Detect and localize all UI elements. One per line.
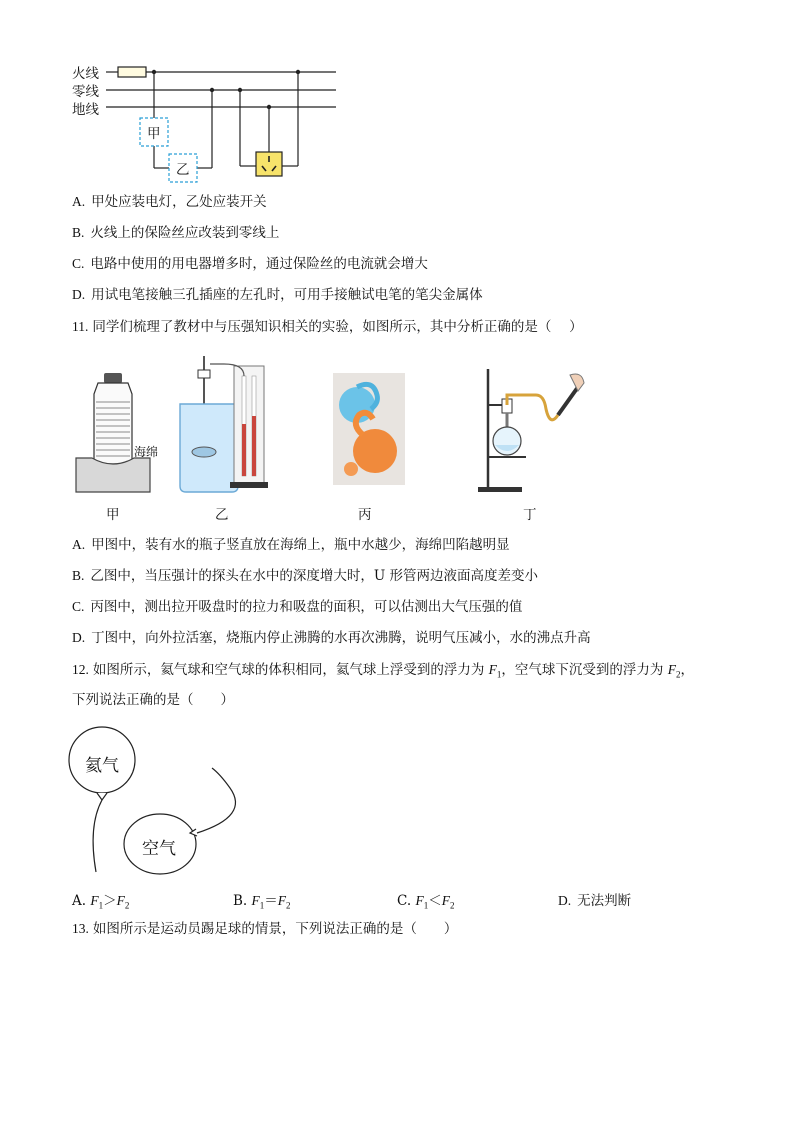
q12-choice-b: B. $F_1=F_2$ [233, 893, 291, 911]
box-b-label: 乙 [176, 162, 190, 178]
q10-option-d: D. 用试电笔接触三孔插座的左孔时，可用手接触试电笔的笔尖金属体 [72, 287, 483, 303]
caption-b: 乙 [215, 507, 229, 523]
q12-choice-d: D. 无法判断 [558, 893, 632, 909]
q10-option-b: B. 火线上的保险丝应改装到零线上 [72, 225, 280, 241]
figure-bottle-sponge [74, 370, 154, 494]
q11-option-b: B. 乙图中，当压强计的探头在水中的深度增大时，U 形管两边液面高度差变小 [72, 568, 539, 584]
q11-stem: 11. 同学们梳理了教材中与压强知识相关的实验，如图所示，其中分析正确的是（ ） [72, 319, 583, 335]
figure-suction-cups [333, 373, 405, 485]
q10-option-c: C. 电路中使用的用电器增多时，通过保险丝的电流就会增大 [72, 256, 428, 272]
figure-flask-syringe [474, 365, 588, 495]
socket-icon [256, 152, 282, 176]
caption-c: 丙 [358, 507, 372, 523]
q11-option-d: D. 丁图中，向外拉活塞，烧瓶内停止沸腾的水再次沸腾，说明气压减小，水的沸点升高 [72, 630, 591, 646]
label-ground-wire: 地线 [72, 102, 99, 118]
fuse-icon [118, 67, 146, 77]
q13-stem: 13. 如图所示是运动员踢足球的情景，下列说法正确的是（ ） [72, 921, 458, 937]
caption-d: 丁 [523, 507, 537, 523]
sponge-label: 海绵 [134, 445, 159, 459]
q12-choice-a: A. $F_1>F_2$ [72, 893, 130, 911]
q11-option-c: C. 丙图中，测出拉开吸盘时的拉力和吸盘的面积，可以估测出大气压强的值 [72, 599, 523, 615]
q10-option-a: A. 甲处应装电灯，乙处应装开关 [72, 194, 267, 210]
q12-stem-line2: 下列说法正确的是（ ） [72, 692, 234, 708]
box-a-label: 甲 [147, 126, 161, 142]
label-live-wire: 火线 [72, 66, 99, 82]
q11-option-a: A. 甲图中，装有水的瓶子竖直放在海绵上，瓶中水越少，海绵凹陷越明显 [72, 537, 510, 553]
balloon-helium-label: 氦气 [85, 756, 119, 776]
balloon-air-label: 空气 [142, 839, 176, 859]
q12-choice-c: C. $F_1<F_2$ [397, 893, 455, 911]
figure-pressure-gauge [176, 354, 268, 494]
caption-a: 甲 [106, 507, 120, 523]
label-neutral-wire: 零线 [72, 84, 99, 100]
q12-stem-line1: 12. 如图所示，氦气球和空气球的体积相同，氦气球上浮受到的浮力为 $F_1$，空气球下沉受到的浮力为 $F_2$， [72, 662, 694, 680]
